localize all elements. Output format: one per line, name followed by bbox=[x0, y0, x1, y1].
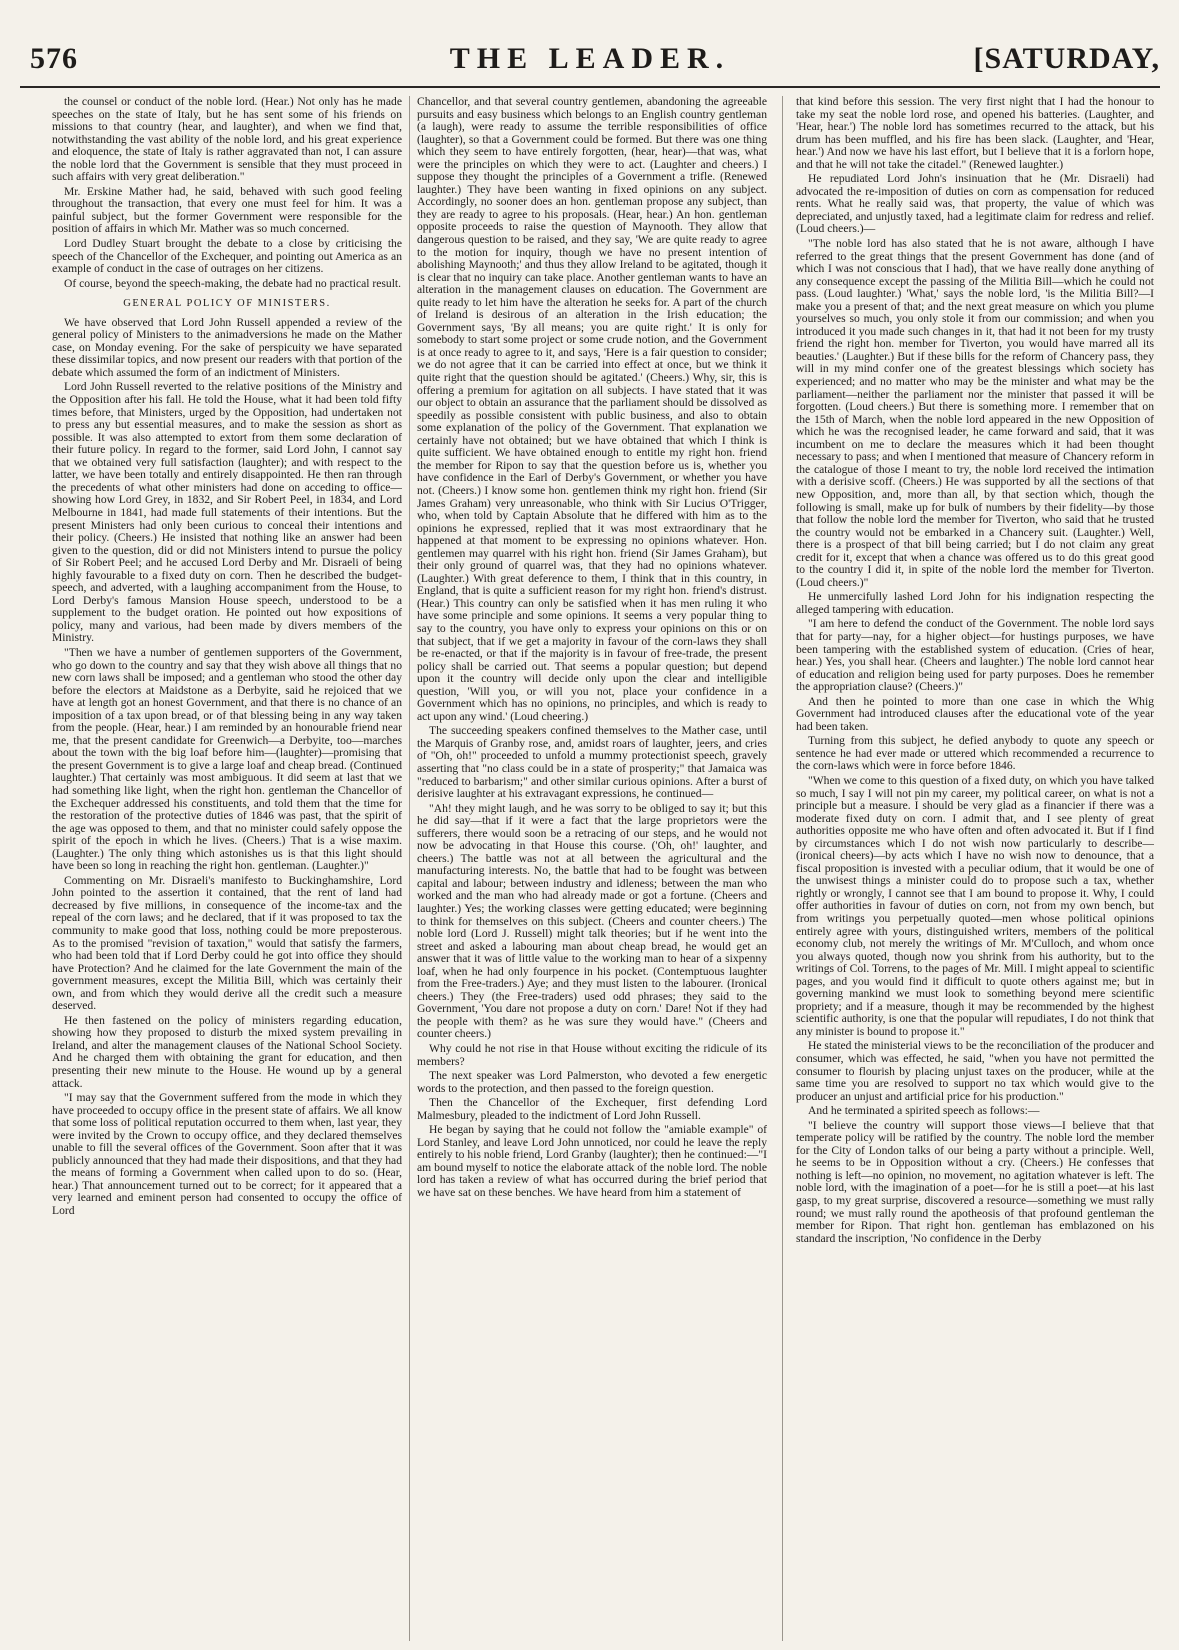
paragraph: Commenting on Mr. Disraeli's manifesto to Buckinghamshire, Lord John pointed to the assertion it contained, that the rent of land had decreased by five millions, in consequence of the income-tax and the repeal of the corn laws; and he declared, that if it was proposed to tax the community to make good that loss, nothing could be more preposterous. As to the promised "revision of taxation," would that satisfy the farmers, who had been told that if Lord Derby could he got into office they should have Protection? And he claimed for the late Government the main of the government measures, except the Militia Bill, which was certainly their own, and from which they would derive all the credit such a measure deserved. bbox=[52, 873, 402, 1013]
paragraph: that kind before this session. The very first night that I had the honour to take my seat the noble lord rose, and opened his batteries. (Laughter, and 'Hear, hear.') The noble lord has sometimes recurred to the attack, but his drum has been muffled, and his fire has been slack. (Laughter, and 'Hear, hear.') And now we have his last effort, but I believe that it is a forlorn hope, and that he will not take the citadel." (Renewed laughter.) bbox=[796, 96, 1154, 171]
paragraph: "The noble lord has also stated that he is not aware, although I have referred to the great things that the present Government has done (and of which I was not conscious that I had), that we have really done anything of any consequence except the passing of the Militia Bill—which he could not pass. (Loud laughter.) 'What,' says the noble lord, 'is the Militia Bill?—I make you a present of that; and the next great measure on which you plume yourselves so much, you only stole it from our commission; and when you introduced it you made such changes in it, that had it not been for my trusty friend the right hon. member for Tiverton, you would have marred all its beauties.' (Laughter.) But if these bills for the reform of Chancery pass, they will in my mind confer one of the greatest blessings which society has experienced; and no matter who may be the minister and what may be the parliament—neither the parliament nor the minister that passed it will be forgotten. (Loud cheers.) But there is something more. I remember that on the 15th of March, when the noble lord appeared in the new Opposition of which he was the recognised leader, he came forward and said, that it was incumbent on me to declare the measures which it had been thought necessary to pass; and when I mentioned that measure of Chancery reform in the catalogue of those I meant to try, the noble lord received the intimation with a derisive scoff. (Cheers.) He was supported by all the sections of that new Opposition, and, more than all, by that section which, though the following is small, make up for bulk of numbers by their fidelity—by those that follow the noble lord the member for Tiverton, who said that he trusted the country would not be embarked in a Chancery suit. (Laughter.) Well, there is a prospect of that bill being carried; but I do not claim any great credit for it, except that when a chance was offered us to do this great good to the country I did it, in spite of the noble lord the member for Tiverton. (Loud cheers.)" bbox=[796, 237, 1154, 589]
paragraph: We have observed that Lord John Russell appended a review of the general policy of Ministers to the animadversions he made on the Mather case, on Monday evening. For the sake of perspicuity we have separated these dissimilar topics, and now present our readers with that portion of the debate which assumed the form of an indictment of Ministers. bbox=[52, 315, 402, 379]
paragraph: "Then we have a number of gentlemen supporters of the Government, who go down to the country and say that they wish above all things that no new corn laws shall be imposed; and a gentleman who stood the other day before the electors at Maidstone as a Derbyite, said he rejoiced that we have at length got an honest Government, and that there is no chance of an imposition of a tax upon bread, or of that blessing being in any way taken from the people. (Hear, hear.) I am reminded by an honourable friend near me, that the present candidate for Greenwich—a Derbyite, too—marches about the town with the big loaf before him—(laughter)—promising that the present Government is to give a large loaf and cheap bread. (Continued laughter.) That certainly was most ambiguous. It did seem at last that we had something like light, when the right hon. gentleman the Chancellor of the Exchequer addressed his constituents, and told them that the time for the restoration of the protective duties of 1846 was past, that the spirit of the age was opposed to them, and that no minister could safely oppose the spirit of the epoch in which he lives. (Cheers.) That is a wise maxim. (Laughter.) The only thing which astonishes us is that this light should have been so long in reaching the right hon. gentleman. (Laughter.)" bbox=[52, 645, 402, 873]
paragraph: the counsel or conduct of the noble lord. (Hear.) Not only has he made speeches on the state of Italy, but he has sent some of his friends on missions to that country (hear, and laughter), and when we find that, notwithstanding the vast ability of the noble lord, and his great experience and eloquence, the state of Italy is rather aggravated than not, I can assure the noble lord that the Government is sensible that they must proceed in such affairs with very great deliberation." bbox=[52, 96, 402, 184]
column-1 bbox=[52, 96, 402, 1641]
page-header bbox=[20, 38, 1160, 82]
running-date: [SATURDAY, bbox=[973, 42, 1160, 75]
paragraph: Turning from this subject, he defied anybody to quote any speech or sentence he had ever made or uttered which recommended a recurrence to the corn-laws which were in force before 1846. bbox=[796, 734, 1154, 773]
paragraph: Lord John Russell reverted to the relative positions of the Ministry and the Opposition after his fall. He told the House, what it had been told fifty times before, that Ministers, urged by the Opposition, had undertaken not to press any but essential measures, and to make the session as short as possible. It was also attempted to extort from them some declaration of their future policy. In regard to the former, said Lord John, I cannot say that we obtained very full satisfaction (laughter); and with respect to the latter, we have been totally and entirely disappointed. He then ran through the precedents of what other ministers had done on acceding to office—showing how Lord Grey, in 1832, and Sir Robert Peel, in 1834, and Lord Melbourne in 1841, had made full statements of their intentions. But the present Ministers had only been curious to conceal their intentions and their policy. (Cheers.) He insisted that nothing like an answer had been given to the question, did or did not Ministers intend to pursue the policy of Sir Robert Peel; and he accused Lord Derby and Mr. Disraeli of being highly favourable to a fixed duty on corn. Then he described the budget-speech, and adverted, with a laughing accompaniment from the House, to Lord Derby's famous Mansion House speech, understood to be a supplement to the budget oration. He pointed out how expositions of policy, many and various, had been made by divers members of the Ministry. bbox=[52, 380, 402, 645]
column-3 bbox=[796, 96, 1154, 1641]
paragraph: He unmercifully lashed Lord John for his indignation respecting the alleged tampering with education. bbox=[796, 590, 1154, 616]
paragraph: Then the Chancellor of the Exchequer, first defending Lord Malmesbury, pleaded to the indictment of Lord John Russell. bbox=[417, 1096, 767, 1122]
paragraph: He repudiated Lord John's insinuation that he (Mr. Disraeli) had advocated the re-imposition of duties on corn as compensation for reduced rents. What he really said was, that property, the value of which was depreciated, and unjustly taxed, had a legitimate claim for redress and relief. (Loud cheers.)— bbox=[796, 172, 1154, 236]
column-divider bbox=[409, 96, 410, 1641]
paragraph: Why could he not rise in that House without exciting the ridicule of its members? bbox=[417, 1042, 767, 1068]
paragraph: And he terminated a spirited speech as follows:— bbox=[808, 1104, 1040, 1118]
column-2 bbox=[417, 96, 767, 1641]
paragraph: "Ah! they might laugh, and he was sorry to be obliged to say it; but this he did say—that if it were a fact that the large proprietors were the sufferers, there would soon be a retracing of our steps, and he would not now be advocating in that House this course. ('Oh, oh!' laughter, and cheers.) The battle was not at all between the agricultural and the manufacturing interests. No, the battle that had to be fought was between capital and labour; between industry and idleness; between the man who worked and the man who had already made or got a fortune. (Cheers and laughter.) Yes; the working classes were getting educated; were beginning to think for themselves on this subject. (Cheers and counter cheers.) The noble lord (Lord J. Russell) might talk theories; but if he went into the street and asked a labouring man about cheap bread, he would get an answer that it was of little value to the working man to hear of a sixpenny loaf, when he had only fourpence in his pocket. (Contemptuous laughter from the Free-traders.) Aye; and they must listen to the labourer. (Ironical cheers.) They (the Free-traders) used odd phrases; they said to the Government, 'You dare not propose a duty on corn.' Dare! Not if they had the people with them? as he was sure they would have." (Cheers and counter cheers.) bbox=[417, 801, 767, 1041]
paragraph: He stated the ministerial views to be the reconciliation of the producer and consumer, which was effected, he said, "when you have not permitted the consumer to flourish by placing unjust taxes on the producer, while at the same time you are resolved to support no tax which would give to the producer an unjust and artificial price for his production." bbox=[796, 1039, 1154, 1103]
paragraph: Mr. Erskine Mather had, he said, behaved with such good feeling throughout the transaction, that every one must feel for him. It was a painful subject, but the former Government were responsible for the position of affairs in which Mr. Mather was so much concerned. bbox=[52, 184, 402, 236]
page-number: 576 bbox=[30, 42, 78, 75]
paragraph: He then fastened on the policy of ministers regarding education, showing how they proposed to disturb the mixed system prevailing in Ireland, and alter the management clauses of the National School Society. And he charged them with obtaining the grant for education, and then presenting their new minute to the House. He wound up by a general attack. bbox=[52, 1013, 402, 1090]
masthead-title: THE LEADER. bbox=[449, 42, 731, 75]
paragraph: "I am here to defend the conduct of the Government. The noble lord says that for party—nay, for a higher object—for hustings purposes, we have been tampering with the established system of education. (Cries of hear, hear.) Yes, you shall hear. (Cheers and laughter.) The noble lord cannot hear of education and religion being used for party purposes. Does he remember the appropriation clause? (Cheers.)" bbox=[796, 617, 1154, 694]
paragraph: The next speaker was Lord Palmerston, who devoted a few energetic words to the protection, and then passed to the foreign question. bbox=[417, 1069, 767, 1095]
paragraph: "When we come to this question of a fixed duty, on which you have talked so much, I say I will not pin my career, my political career, on what is not a principle but a measure. I should be very glad as a financier if there was a moderate fixed duty on corn. I admit that, and I see plenty of great authorities opposite me who have often and often advocated it. But if I find by circumstances which I do not wish now particularly to describe—(ironical cheers)—by acts which I have no wish now to denounce, that a fiscal proposition is invested with a peculiar odium, that it would be one of the unwisest things a minister could do to propose such a tax, whether rightly or wrongly, I cannot see that I am bound to propose it. Why, I could offer authorities in favour of duties on corn, not from my own bench, but from writings you perpetually quoted—men whose political opinions entirely agree with yours, distinguished writers, members of the political economy club, not merely the writings of Mr. M'Culloch, and whom once you always quoted, though now you shrink from his authority, but to the writings of Col. Torrens, to the pages of Mr. Mill. I might appeal to scientific pages, and you would find it difficult to quote others against me; but in governing mankind we must look to something beyond mere scientific propriety; and if a measure, though it may be recommended by the highest scientific authority, is one that the popular will repudiates, I do not think that any minister is bound to propose it." bbox=[796, 773, 1154, 1038]
paragraph: "I believe the country will support those views—I believe that that temperate policy will be ratified by the country. The noble lord the member for the City of London talks of our being a party without a principle. Well, he seems to be in Opposition without a cry. (Cheers.) He confesses that nothing is left—no opinion, no movement, no agitation whatever is left. The noble lord, with the imagination of a poet—for he is still a poet—at his last gasp, to my great surprise, discovered a resource—something we must rally round; we must rally round the apotheosis of that profound gentleman the member for Ripon. That right hon. gentleman has emblazoned on his standard the inscription, 'No confidence in the Derby bbox=[796, 1118, 1154, 1245]
section-heading: GENERAL POLICY OF MINISTERS. bbox=[123, 298, 331, 310]
paragraph: And then he pointed to more than one case in which the Whig Government had introduced clauses after the educational vote of the year had been taken. bbox=[796, 694, 1154, 733]
header-rule bbox=[20, 86, 1160, 88]
paragraph: He began by saying that he could not follow the "amiable example" of Lord Stanley, and leave Lord John unnoticed, nor could he leave the reply entirely to his noble friend, Lord Granby (laughter); then he continued:—"I am bound myself to notice the elaborate attack of the noble lord. The noble lord has taken a review of what has occurred during the brief period that we have sat on these benches. We have heard from him a statement of bbox=[417, 1123, 767, 1200]
column-divider bbox=[782, 96, 783, 1641]
paragraph: Lord Dudley Stuart brought the debate to a close by criticising the speech of the Chancellor of the Exchequer, and pointing out America as an example of conduct in the case of outrages on her citizens. bbox=[52, 237, 402, 276]
paragraph: "I may say that the Government suffered from the mode in which they have proceeded to occupy office in the present state of affairs. We all know that some loss of political reputation occurred to them when, last year, they were invited by the Crown to occupy office, and they declared themselves unable to fill the several offices of the Government. Soon after that it was publicly announced that they had made their dispositions, and that they had the means of forming a Government when called upon to do so. (Hear, hear.) That announcement turned out to be correct; for it appeared that a very learned and eminent person had consented to occupy the office of Lord bbox=[52, 1091, 402, 1218]
paragraph: Chancellor, and that several country gentlemen, abandoning the agreeable pursuits and easy business which belongs to an English country gentleman (a laugh), were ready to assume the terrible responsibilities of office (laughter), so that a Government could be formed. But there was one thing which they seem to have entirely forgotten, (hear, hear)—that was, what were the principles on which they were to act. (Laughter and cheers.) I suppose they thought the principles of a Government a trifle. (Renewed laughter.) They have been wanting in fixed opinions on any subject. Accordingly, no sooner does an hon. gentleman propose any subject, than they are ready to agree to his proposals. (Hear, hear.) An hon. gentleman opposite proceeds to raise the question of Maynooth. They allow that dangerous question to be raised, and they say, 'We are quite ready to agree to the motion for inquiry, though we have no present intention of abolishing Maynooth;' and thus they allow Ireland to be agitated, though it is clear that no inquiry can take place. Another gentleman wants to have an alteration in the management clauses on education. The Government are quite ready to let him have the alteration he seeks for. A part of the church of Ireland is desirous of an alteration in the Irish education; the Government says, 'By all means; you are quite right.' It is only for somebody to start some project or some crude notion, and the Government is at once ready to agree to it, and says, 'Here is a fair question to consider; we do not agree that it can be carried into effect at once, but we think it quite right that the question should be agitated.' (Cheers.) Why, sir, this is offering a premium for agitation on all subjects. I have stated that it was our object to obtain an assurance that the parliament should be dissolved as speedily as possible consistent with public business, and also to obtain some explanation of the policy of the Government. That explanation we certainly have not obtained; but we have obtained that which I think is quite sufficient. We have obtained enough to entitle my right hon. friend the member for Ripon to say that the question before us is, whether you have confidence in the Earl of Derby's Government, or whether you have not. (Cheers.) I know some hon. gentlemen think my right hon. friend (Sir James Graham) very unreasonable, who think with Sir Lucius O'Trigger, who, when told by Captain Absolute that he differed with him as to the opinions he expressed, replied that it was most extraordinary that he happened at that moment to be expressing no opinions whatever. Hon. gentlemen may quarrel with his right hon. friend (Sir James Graham), but their only ground of quarrel was, that they had no opinions whatever. (Laughter.) With great deference to them, I think that in this country, in England, that is quite a sufficient reason for my right hon. friend's distrust. (Hear.) This country can only be satisfied when it has men ruling it who have some principle and some opinions. It seems a very popular thing to say to the country, you have only to express your opinions on this or on that subject, that if we get a majority in favour of the corn-laws they shall be re-enacted, or that if the majority is in favour of free-trade, the present policy shall be carried out. That seems a popular question; but depend upon it the country will decide only upon the clear and intelligible question, 'Will you, or will you not, place your confidence in a Government which has no opinions, no principles, and which is ready to act upon any wind.' (Loud cheering.) bbox=[417, 96, 767, 723]
paragraph: The succeeding speakers confined themselves to the Mather case, until the Marquis of Granby rose, and, amidst roars of laughter, jeers, and cries of "Oh, oh!" proceeded to unfold a mummy protectionist speech, gravely asserting that "no class could be in a state of prosperity;" that Jamaica was "reduced to barbarism;" and other similar curious opinions. After a burst of derisive laughter at his extravagant expressions, he continued— bbox=[417, 724, 767, 801]
paragraph: Of course, beyond the speech-making, the debate had no practical result. bbox=[64, 276, 402, 290]
